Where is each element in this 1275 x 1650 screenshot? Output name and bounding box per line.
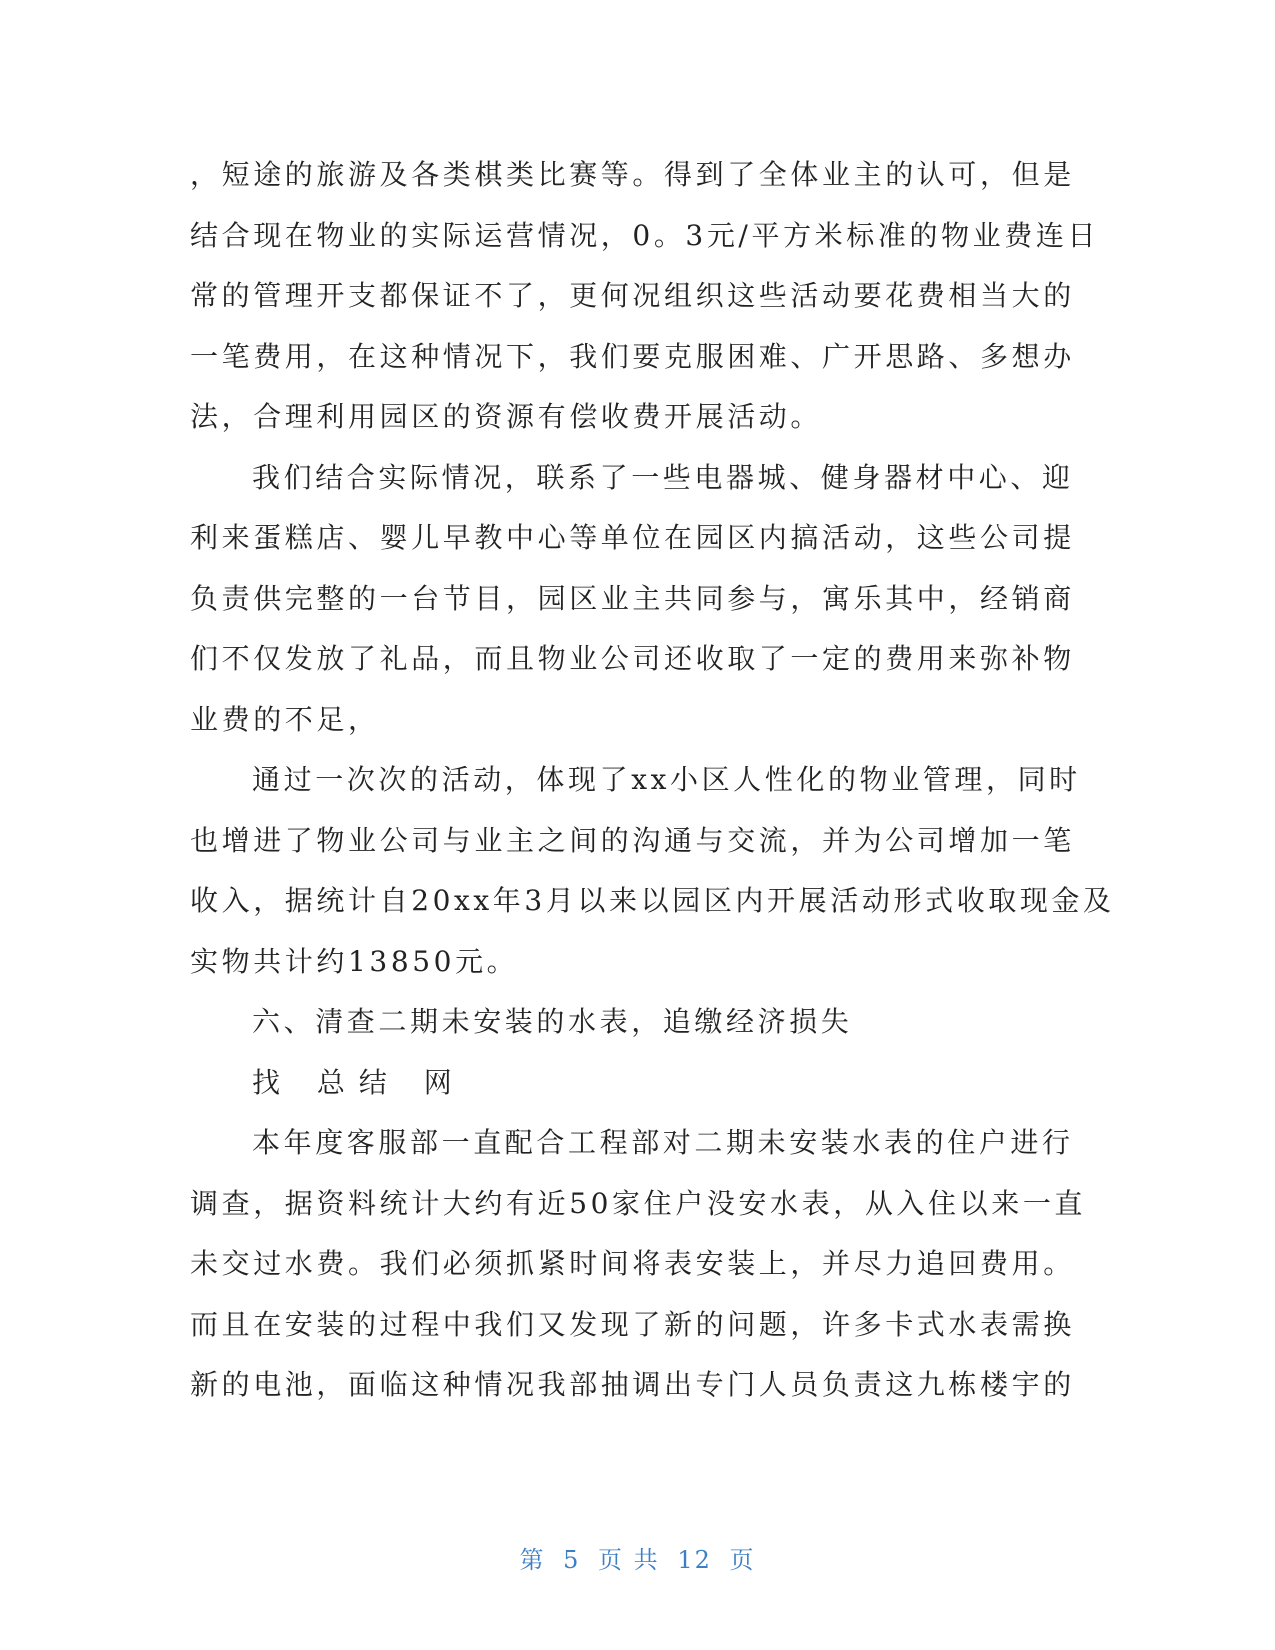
page-footer bbox=[0, 1540, 1275, 1575]
body-text bbox=[190, 145, 1115, 1416]
paragraph-start-line: 本年度客服部一直配合工程部对二期未安装水表的住户进行 bbox=[252, 1126, 1074, 1159]
footer-total-pages: 12 bbox=[677, 1546, 712, 1574]
section-heading: 六、清查二期未安装的水表，追缴经济损失 bbox=[252, 1005, 853, 1038]
text-line: 结合现在物业的实际运营情况，0。3元/平方米标准的物业费连日 bbox=[190, 218, 1100, 252]
text-line: 负责供完整的一台节目，园区业主共同参与，寓乐其中，经销商 bbox=[190, 581, 1075, 615]
text-line: 也增进了物业公司与业主之间的沟通与交流，并为公司增加一笔 bbox=[190, 823, 1075, 857]
text-line: 一笔费用，在这种情况下，我们要克服困难、广开思路、多想办 bbox=[190, 339, 1075, 373]
footer-prefix: 第 bbox=[519, 1546, 546, 1574]
text-line: 未交过水费。我们必须抓紧时间将表安装上，并尽力追回费用。 bbox=[190, 1247, 1075, 1280]
text-line: 实物共计约13850元。 bbox=[190, 944, 519, 978]
footer-suffix: 页 bbox=[729, 1546, 756, 1574]
text-line: 常的管理开支都保证不了，更何况组织这些活动要花费相当大的 bbox=[190, 279, 1075, 312]
text-line: ，短途的旅游及各类棋类比赛等。得到了全体业主的认可，但是 bbox=[190, 158, 1075, 191]
text-line: 而且在安装的过程中我们又发现了新的问题，许多卡式水表需换 bbox=[190, 1307, 1075, 1341]
text-line: 利来蛋糕店、婴儿早教中心等单位在园区内搞活动，这些公司提 bbox=[190, 521, 1075, 554]
text-line: 新的电池，面临这种情况我部抽调出专门人员负责这九栋楼宇的 bbox=[190, 1368, 1075, 1401]
text-line: 法，合理利用园区的资源有偿收费开展活动。 bbox=[190, 400, 823, 433]
footer-middle: 页 共 bbox=[598, 1546, 660, 1574]
watermark-text: 找 总结 网 bbox=[252, 1065, 466, 1099]
text-line: 业费的不足， bbox=[190, 702, 380, 736]
footer-current-page: 5 bbox=[563, 1546, 581, 1574]
text-line: 收入，据统计自20xx年3月以来以园区内开展活动形式收取现金及 bbox=[190, 884, 1115, 917]
paragraph-start-line: 通过一次次的活动，体现了xx小区人性化的物业管理，同时 bbox=[252, 763, 1081, 796]
text-line: 调查，据资料统计大约有近50家住户没安水表，从入住以来一直 bbox=[190, 1186, 1087, 1220]
paragraph-start-line: 我们结合实际情况，联系了一些电器城、健身器材中心、迎 bbox=[252, 460, 1074, 494]
text-line: 们不仅发放了礼品，而且物业公司还收取了一定的费用来弥补物 bbox=[190, 642, 1075, 675]
